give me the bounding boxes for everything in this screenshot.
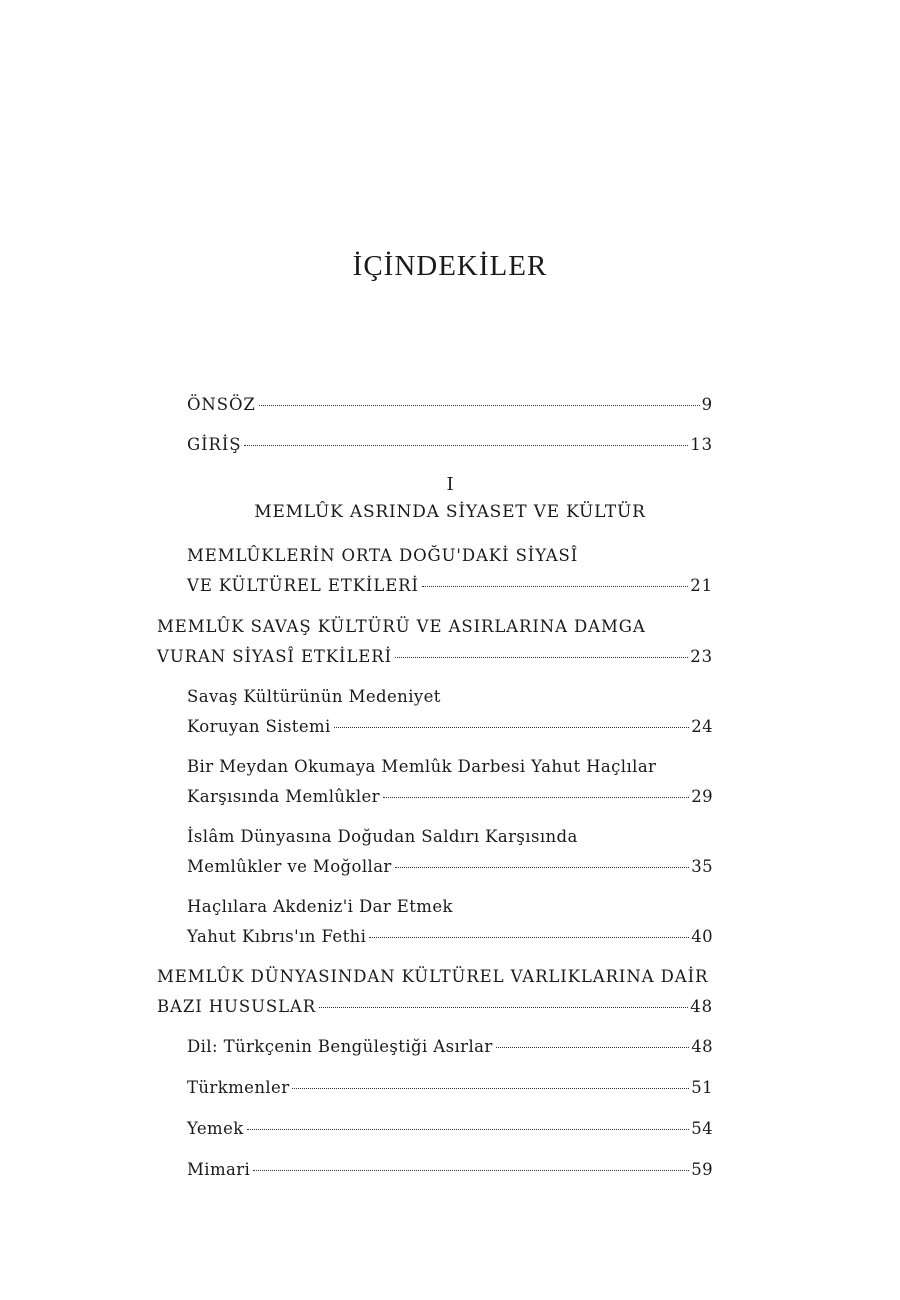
toc-entry[interactable] (187, 892, 713, 952)
toc-entry-title: Savaş Kültürünün Medeniyet (187, 687, 441, 706)
dot-leader (247, 1129, 690, 1130)
toc-entry-title-cont: VURAN SİYASÎ ETKİLERİ (157, 647, 392, 666)
toc-page-number: 51 (691, 1078, 713, 1097)
toc-page-number: 13 (690, 435, 713, 454)
toc-entry-title: MEMLÛK DÜNYASINDAN KÜLTÜREL VARLIKLARINA DAİR (157, 967, 709, 986)
dot-leader (369, 937, 689, 938)
toc-entry-onsoz[interactable] (187, 390, 713, 420)
toc-entry-title-cont: Memlûkler ve Moğollar (187, 857, 392, 876)
toc-entry[interactable] (187, 682, 713, 742)
toc-entry-title: Yemek (187, 1119, 244, 1138)
dot-leader (496, 1047, 690, 1048)
dot-leader (259, 405, 700, 406)
toc-page-number: 29 (691, 787, 713, 806)
section-number: I (446, 474, 454, 495)
toc-entry-title: Haçlılara Akdeniz'i Dar Etmek (187, 897, 453, 916)
dot-leader (383, 797, 689, 798)
toc-entry-title-cont: Karşısında Memlûkler (187, 787, 380, 806)
page-title: İÇİNDEKİLER (352, 250, 548, 282)
toc-entry-title: GİRİŞ (187, 435, 242, 454)
toc-entry[interactable] (187, 1155, 713, 1185)
toc-entry-giris[interactable] (187, 430, 713, 460)
toc-page-number: 54 (691, 1119, 713, 1138)
dot-leader (395, 867, 689, 868)
toc-entry[interactable] (187, 1114, 713, 1144)
dot-leader (253, 1170, 689, 1171)
toc-page-number: 24 (691, 717, 713, 736)
toc-entry[interactable] (187, 541, 713, 601)
toc-entry-title: MEMLÛK SAVAŞ KÜLTÜRÜ VE ASIRLARINA DAMGA (157, 617, 646, 636)
dot-leader (292, 1088, 689, 1089)
toc-page-number: 59 (691, 1160, 713, 1179)
toc-entry[interactable] (157, 612, 713, 672)
toc-entry-title-cont: BAZI HUSUSLAR (157, 997, 317, 1016)
toc-page-number: 40 (691, 927, 713, 946)
dot-leader (244, 445, 688, 446)
toc-entry-title: Mimari (187, 1160, 251, 1179)
toc-entry-title: ÖNSÖZ (187, 395, 256, 414)
dot-leader (395, 657, 688, 658)
toc-page-number: 23 (690, 647, 713, 666)
toc-page-number: 48 (690, 997, 713, 1016)
toc-entry-title: Dil: Türkçenin Bengüleştiği Asırlar (187, 1037, 493, 1056)
toc-entry[interactable] (187, 1032, 713, 1062)
toc-page-number: 48 (691, 1037, 713, 1056)
toc-entry[interactable] (187, 752, 713, 812)
toc-page-number: 35 (691, 857, 713, 876)
toc-page-number: 21 (690, 576, 713, 595)
toc-entry-title: Bir Meydan Okumaya Memlûk Darbesi Yahut Haçlılar (187, 757, 657, 776)
toc-entry[interactable] (187, 822, 713, 882)
section-title: MEMLÛK ASRINDA SİYASET VE KÜLTÜR (254, 502, 646, 522)
toc-entry-title: İslâm Dünyasına Doğudan Saldırı Karşısında (187, 827, 578, 846)
dot-leader (319, 1007, 688, 1008)
toc-entry-title-cont: Yahut Kıbrıs'ın Fethi (187, 927, 367, 946)
toc-entry-title: Türkmenler (187, 1078, 290, 1097)
toc-entry-title-cont: VE KÜLTÜREL ETKİLERİ (187, 576, 419, 595)
toc-entry-title: MEMLÛKLERİN ORTA DOĞU'DAKİ SİYASÎ (187, 546, 579, 565)
dot-leader (334, 727, 689, 728)
dot-leader (422, 586, 688, 587)
toc-entry-title-cont: Koruyan Sistemi (187, 717, 331, 736)
toc-entry[interactable] (157, 962, 713, 1022)
toc-page-number: 9 (701, 395, 713, 414)
toc-entry[interactable] (187, 1073, 713, 1103)
